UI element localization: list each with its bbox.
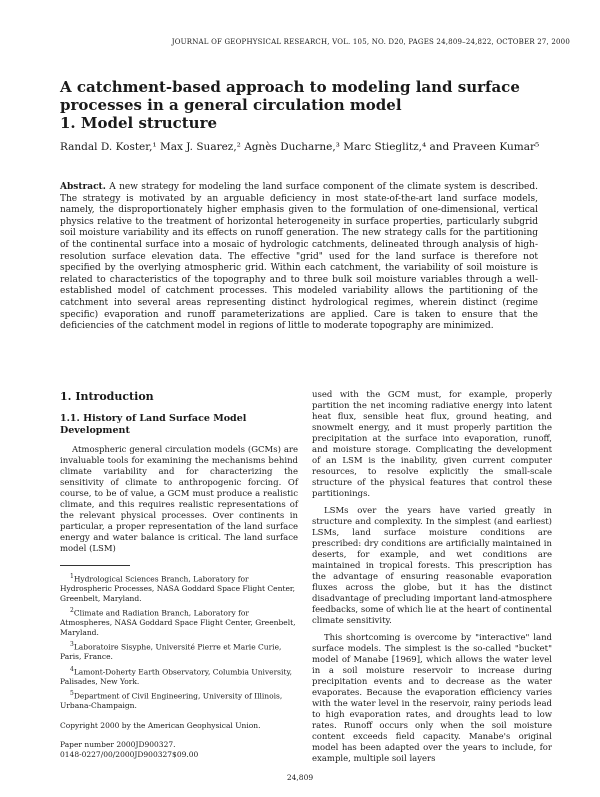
footnote-text: Department of Civil Engineering, University of Illinois, Urbana-Champaign.	[60, 691, 283, 710]
footnote-mark: 4	[70, 665, 74, 673]
section-heading-introduction: 1. Introduction	[60, 390, 154, 403]
footnote-text: Hydrological Sciences Branch, Laboratory for Hydrospheric Processes, NASA Goddard Space Flight Center, Greenbelt, Maryland.	[60, 574, 296, 603]
abstract	[60, 182, 538, 333]
subsection-heading-history: 1.1. History of Land Surface Model Development	[60, 413, 247, 436]
paper-number: Paper number 2000JD900327.	[60, 740, 176, 749]
intro-paragraph-3: This shortcoming is overcome by "interactive" land surface models. The simplest is the so-called "bucket" model of Manabe [1969], which allows the water level in a soil moisture reservoir to increase during precipitation events and to decrease as the water evaporates. Because the evaporation efficiency varies with the water level in the reservoir, rainy periods lead to high evaporation rates, and droughts lead to low rates. Runoff occurs only when the soil moisture content exceeds field capacity. Manabe's original model has been adapted over the years to include, for example, multiple soil layers	[312, 633, 552, 764]
footnote	[60, 665, 298, 687]
footnote-mark: 2	[70, 607, 74, 614]
intro-paragraph-2: LSMs over the years have varied greatly in structure and complexity. In the simplest (and earliest) LSMs, land surface moisture conditions are prescribed: dry conditions are artificially maintained in deserts, for example, and wet conditions are maintained in tropical forests. This prescription has the advantage of ensuring reasonable evaporation fluxes across the globe, but it has the distinct disadvantage of precluding important land-atmosphere feedbacks, some of which lie at the heart of continental climate sensitivity.	[312, 506, 552, 626]
paper-identifiers	[60, 740, 298, 759]
running-head: JOURNAL OF GEOPHYSICAL RESEARCH, VOL. 105, NO. D20, PAGES 24,809–24,822, OCTOBER 27, 2000	[171, 38, 570, 46]
footnote-text: Laboratoire Sisyphe, Université Pierre et Marie Curie, Paris, France.	[60, 642, 282, 661]
paper-title	[60, 78, 540, 132]
intro-paragraph-1-continued: used with the GCM must, for example, properly partition the net incoming radiative energy into latent heat flux, sensible heat flux, ground heating, and snowmelt energy, and it must properly partition the precipitation at the surface into evaporation, runoff, and moisture storage. Complicating the development of an LSM is the inability, given current computer resources, to resolve explicitly the small-scale structure of the physical features that control these partitionings.	[312, 390, 552, 499]
footnotes	[60, 572, 298, 711]
footnote	[60, 572, 298, 603]
left-column	[60, 390, 298, 759]
footnote-mark: 1	[70, 573, 74, 580]
intro-paragraph-1: Atmospheric general circulation models (GCMs) are invaluable tools for examining the mechanisms behind climate variability and for characterizing the sensitivity of climate to anthropogenic forcing. Of course, to be of value, a GCM must produce a realistic climate, and this requires realistic representations of the relevant physical processes. Over continents in particular, a proper representation of the land surface energy and water balance is critical. The land surface model (LSM)	[60, 445, 298, 554]
footnote-text: Climate and Radiation Branch, Laboratory for Atmospheres, NASA Goddard Space Flight Center, Greenbelt, Maryland.	[60, 608, 296, 637]
footnote-mark: 5	[70, 690, 74, 697]
footnote-mark: 3	[70, 641, 74, 648]
author-list: Randal D. Koster,¹ Max J. Suarez,² Agnès Ducharne,³ Marc Stieglitz,⁴ and Praveen Kumar⁵	[60, 141, 540, 153]
issn-line: 0148-0227/00/2000JD900327$09.00	[60, 749, 199, 759]
abstract-text: A new strategy for modeling the land surface component of the climate system is described. The strategy is motivated by an arguable deficiency in most state-of-the-art land surface models, namely, the disproportionately higher emphasis given to the formulation of one-dimensional, vertical physics relative to the treatment of horizontal heterogeneity in surface properties, particularly subgrid soil moisture variability and its effects on runoff generation. The new strategy calls for the partitioning of the continental surface into a mosaic of hydrologic catchments, delineated through analysis of high-resolution surface elevation data. The effective "grid" used for the land surface is therefore not specified by the overlying atmospheric grid. Within each catchment, the variability of soil moisture is related to characteristics of the topography and to three bulk soil moisture variables through a well-established model of catchment processes. This modeled variability allows the partitioning of the catchment into several areas representing distinct hydrological regimes, wherein distinct (regime specific) evaporation and runoff parameterizations are applied. Care is taken to ensure that the deficiencies of the catchment model in regions of little to moderate topography are minimized.	[60, 182, 538, 332]
copyright-notice: Copyright 2000 by the American Geophysical Union.	[60, 720, 261, 730]
footnote	[60, 689, 298, 711]
page-number: 24,809	[286, 773, 314, 782]
footnote	[60, 640, 298, 662]
abstract-label: Abstract.	[60, 182, 106, 192]
footnote	[60, 606, 298, 637]
footnote-divider	[60, 565, 130, 566]
right-column	[312, 390, 552, 771]
paper-title-text: A catchment-based approach to modeling land surface processes in a general circulation model 1. Model structure	[60, 78, 520, 132]
footnote-text: Lamont-Doherty Earth Observatory, Columbia University, Palisades, New York.	[60, 667, 293, 686]
